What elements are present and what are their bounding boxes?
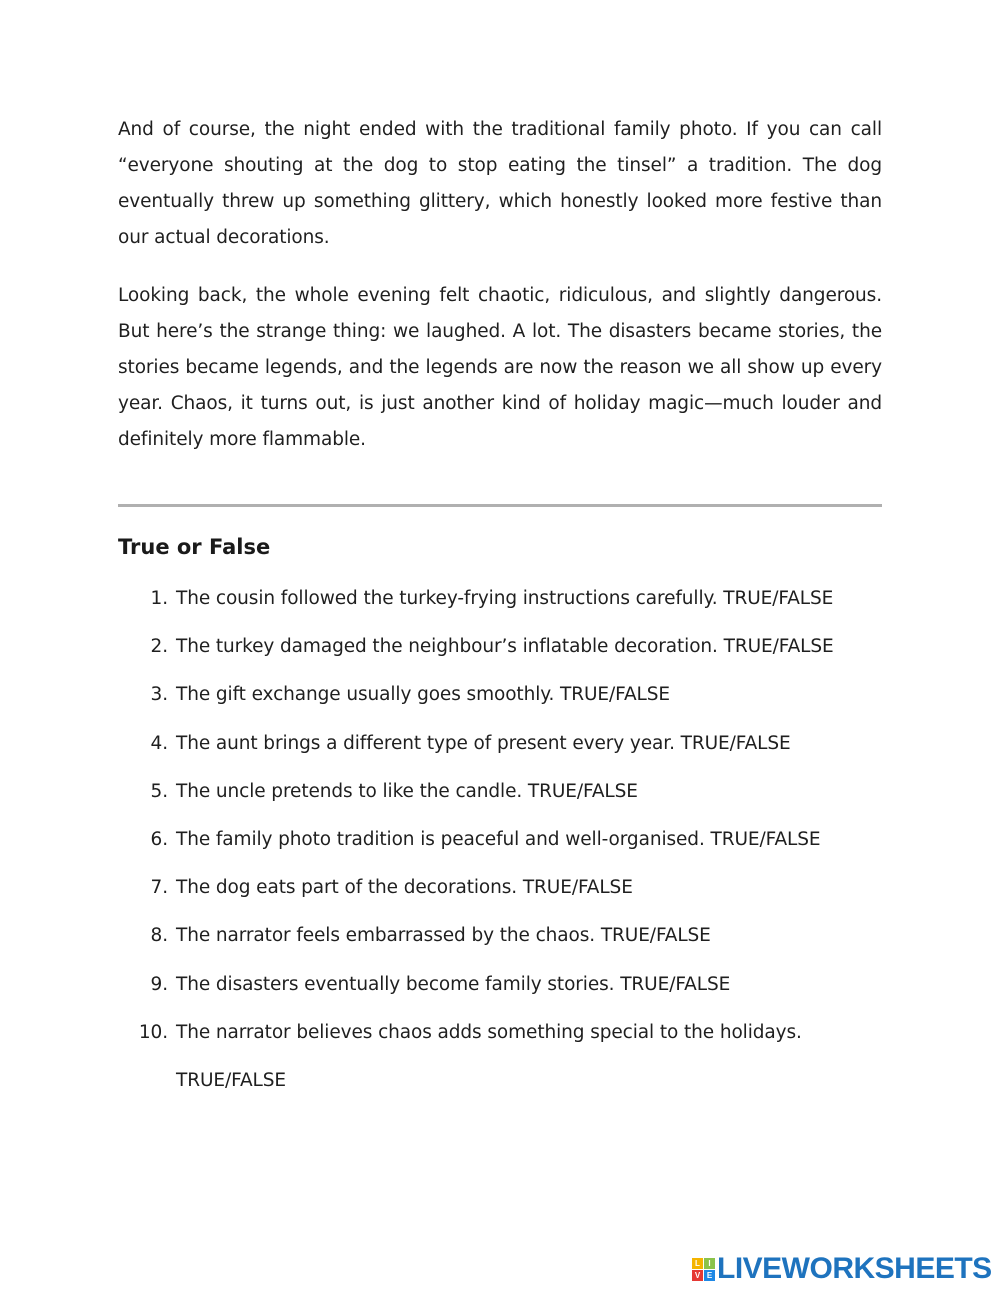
logo-mark-tile: V: [692, 1270, 703, 1281]
question-item: [118, 630, 882, 678]
question-number: 10.: [138, 1021, 168, 1043]
question-number: 3.: [150, 684, 168, 706]
paragraph-photo: And of course, the night ended with the traditional family photo. If you can call “everyone shouting at the dog to stop eating the tinsel” a tradition. The dog eventually threw up something glittery, which honestly looked more festive than our actual decorations.: [118, 119, 882, 248]
question-item: [118, 968, 882, 1016]
question-text: The disasters eventually become family stories. TRUE/FALSE: [176, 973, 731, 995]
question-number: 6.: [150, 828, 168, 850]
question-item: [118, 678, 882, 726]
paragraph-conclusion: Looking back, the whole evening felt chaotic, ridiculous, and slightly dangerous. But here’s the strange thing: we laughed. A lot. The disasters became stories, the stories became legends, and the legends are now the reason we all show up every year. Chaos, it turns out, is just another kind of holiday magic—much louder and definitely more flammable.: [118, 285, 882, 450]
question-text: The narrator feels embarrassed by the chaos. TRUE/FALSE: [176, 925, 711, 947]
logo-mark-tile: L: [692, 1258, 703, 1269]
true-false-list: [118, 582, 882, 1112]
section-divider: [118, 504, 882, 507]
question-text: The family photo tradition is peaceful and well-organised. TRUE/FALSE: [176, 828, 821, 850]
question-item: [118, 775, 882, 823]
question-text: The cousin followed the turkey-frying instructions carefully. TRUE/FALSE: [176, 588, 834, 609]
question-item: [118, 919, 882, 967]
question-number: 1.: [150, 588, 168, 609]
question-text: The gift exchange usually goes smoothly. TRUE/FALSE: [176, 684, 670, 706]
question-number: 8.: [150, 925, 168, 947]
question-text: The dog eats part of the decorations. TRUE/FALSE: [176, 877, 633, 899]
question-text: The turkey damaged the neighbour’s inflatable decoration. TRUE/FALSE: [176, 636, 834, 658]
question-item: [118, 823, 882, 871]
question-text: The narrator believes chaos adds something special to the holidays.: [176, 1021, 802, 1043]
question-text: The aunt brings a different type of present every year. TRUE/FALSE: [176, 732, 791, 754]
question-item: [118, 871, 882, 919]
liveworksheets-logo: [692, 1254, 992, 1284]
question-item: [118, 1016, 882, 1112]
reading-passage: [118, 112, 882, 480]
question-number: 5.: [150, 780, 168, 802]
question-item: [118, 582, 882, 630]
logo-text: LIVEWORKSHEETS: [717, 1252, 992, 1285]
section-title: True or False: [118, 535, 271, 559]
logo-mark-icon: [692, 1258, 715, 1281]
logo-mark-tile: E: [704, 1270, 715, 1281]
question-answer-options: TRUE/FALSE: [176, 1069, 286, 1091]
question-text: The uncle pretends to like the candle. TRUE/FALSE: [176, 780, 638, 802]
question-number: 7.: [150, 877, 168, 899]
question-number: 9.: [150, 973, 168, 995]
question-number: 2.: [150, 636, 168, 658]
question-item: [118, 727, 882, 775]
logo-mark-tile: I: [704, 1258, 715, 1269]
question-number: 4.: [150, 732, 168, 754]
